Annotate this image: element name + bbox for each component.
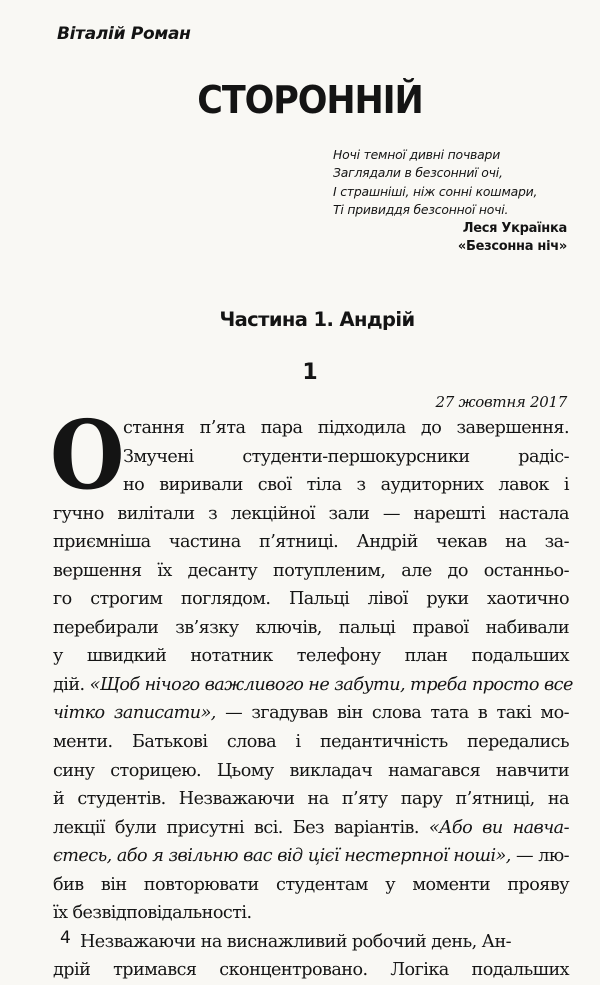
text-segment: у швидкий нотатник телефону план подальших	[53, 646, 569, 667]
text-line	[123, 443, 569, 472]
italic-quote: «Щоб нічого важливого не забути, треба просто все	[89, 674, 573, 695]
text-line	[53, 528, 569, 557]
text-segment: бив він повторювати студентам у моменти прояву	[53, 874, 569, 895]
text-line	[53, 757, 569, 786]
text-line	[53, 785, 569, 814]
text-segment: но виривали свої тіла з аудиторних лавок і	[123, 475, 569, 496]
text-segment: перебирали зв’язку ключів, пальці правої набивали	[53, 617, 569, 638]
drop-cap: О	[50, 400, 124, 511]
text-segment: дій.	[53, 674, 90, 695]
text-segment: Незважаючи на виснажливий робочий день, Ан-	[80, 931, 512, 952]
text-line	[53, 671, 573, 700]
epigraph-line: Ночі темної дивні почвари	[333, 147, 501, 162]
text-line	[53, 899, 569, 928]
text-line	[53, 614, 569, 643]
text-segment: — лю-	[510, 846, 570, 867]
text-line	[53, 557, 569, 586]
text-segment: стання п’ята пара підходила до завершення.	[123, 418, 569, 438]
text-segment: Змучені студенти-першокурсники радіс-	[123, 446, 569, 467]
running-header-author: Віталій Роман	[57, 24, 191, 44]
text-line	[123, 471, 569, 500]
italic-quote: єтесь, або я звільню вас від цієї нестерпної ноші»,	[53, 846, 511, 867]
text-line	[53, 928, 569, 957]
italic-quote: «Або ви навча-	[428, 817, 569, 838]
text-line	[53, 585, 569, 614]
chapter-number: 1	[302, 360, 318, 385]
epigraph-author: Леся Українка	[462, 220, 567, 236]
text-segment: лекції були присутні всі. Без варіантів.	[53, 817, 429, 838]
text-segment: приємніша частина п’ятниці. Андрій чекав на за-	[53, 532, 569, 553]
text-line	[53, 814, 569, 843]
text-segment: сину сторицею. Цьому викладач намагався навчити	[53, 760, 569, 781]
text-segment: гучно вилітали з лекційної зали — нарешті настала	[53, 503, 569, 524]
epigraph-line: Заглядали в безсонниї очі,	[333, 165, 503, 181]
text-line	[53, 500, 569, 529]
text-line	[53, 699, 569, 728]
text-segment: й студентів. Незважаючи на п’яту пару п’ятниці, на	[53, 789, 569, 810]
text-line	[53, 728, 569, 757]
text-segment: дрій тримався сконцентровано. Логіка подальших	[53, 960, 569, 981]
italic-quote: чітко записати»,	[53, 703, 216, 724]
part-heading: Частина 1. Андрій	[219, 308, 415, 331]
epigraph	[333, 146, 567, 257]
page-number: 4	[60, 928, 71, 948]
text-line	[53, 956, 569, 985]
text-line	[123, 414, 569, 443]
text-segment: їх безвідповідальності.	[53, 903, 252, 924]
text-segment: менти. Батькові слова і педантичність передались	[53, 732, 569, 753]
epigraph-source: «Безсонна ніч»	[457, 239, 567, 255]
epigraph-line: І страшніші, ніж сонні кошмари,	[333, 183, 538, 199]
chapter-date: 27 жовтня 2017	[435, 393, 567, 411]
epigraph-line: Ті привиддя безсонної ночі.	[333, 202, 509, 218]
text-segment: — згадував він слова тата в такі мо-	[215, 703, 570, 724]
text-line	[53, 642, 569, 671]
text-line	[53, 842, 569, 871]
text-line	[53, 871, 569, 900]
text-segment: вершення їх десанту потупленим, але до останньо-	[53, 560, 569, 581]
story-title: СТОРОННІЙ	[197, 78, 423, 122]
text-segment: го строгим поглядом. Пальці лівої руки хаотично	[53, 589, 569, 610]
